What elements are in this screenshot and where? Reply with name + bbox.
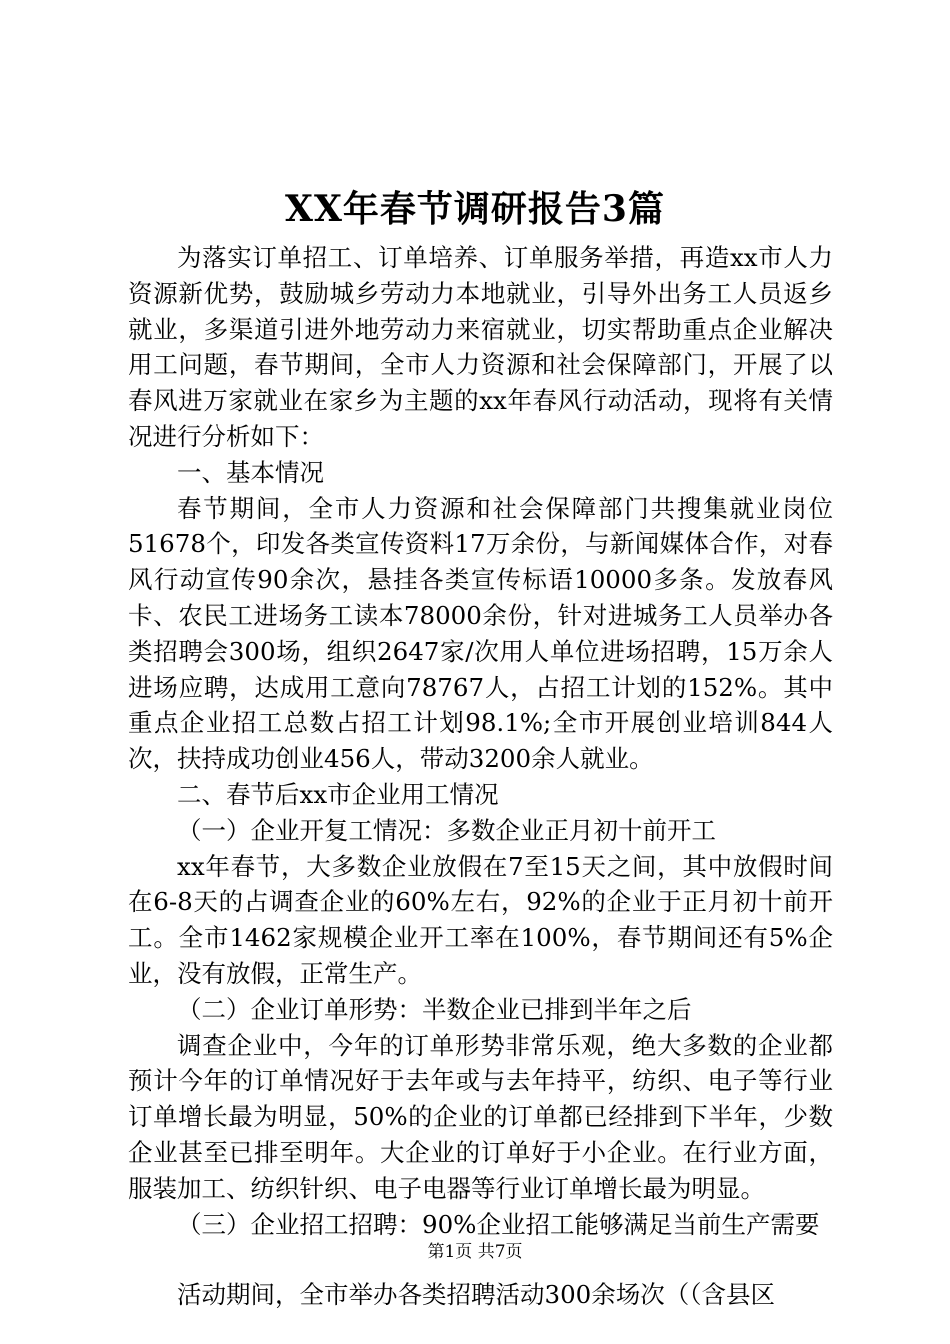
- recruitment-paragraph: 活动期间，全市举办各类招聘活动300余场次（（含县区: [177, 1280, 776, 1310]
- section-heading-2: 二、春节后xx市企业用工情况: [177, 779, 499, 809]
- orders-paragraph: 调查企业中，今年的订单形势非常乐观，绝大多数的企业都预计今年的订单情况好于去年或与去年持平，纺织、电子等行业订单增长最为明显，50%的企业的订单都已经排到下半年，少数企业甚至已排至明年。大企业的订单好于小企业。在行业方面，服装加工、纺织针织、电子电器等行业订单增长最为明显。: [128, 1030, 833, 1203]
- basic-situation-paragraph: 春节期间，全市人力资源和社会保障部门共搜集就业岗位51678个，印发各类宣传资料17万余份，与新闻媒体合作，对春风行动宣传90余次，悬挂各类宣传标语10000多条。发放春风卡、农民工进场务工读本78000余份，针对进城务工人员举办各类招聘会300场，组织2647家/次用人单位进场招聘，15万余人进场应聘，达成用工意向78767人，占招工计划的152%。其中重点企业招工总数占招工计划98.1%;全市开展创业培训844人次，扶持成功创业456人，带动3200余人就业。: [128, 493, 833, 774]
- section-heading-1: 一、基本情况: [177, 457, 324, 487]
- subsection-heading-3: （三）企业招工招聘：90%企业招工能够满足当前生产需要: [177, 1209, 820, 1239]
- intro-paragraph: 为落实订单招工、订单培养、订单服务举措，再造xx市人力资源新优势，鼓励城乡劳动力本地就业，引导外出务工人员返乡就业，多渠道引进外地劳动力来宿就业，切实帮助重点企业解决用工问题，春节期间，全市人力资源和社会保障部门，开展了以春风进万家就业在家乡为主题的xx年春风行动活动，现将有关情况进行分析如下：: [128, 243, 833, 451]
- resumption-paragraph: xx年春节，大多数企业放假在7至15天之间，其中放假时间在6-8天的占调查企业的60%左右，92%的企业于正月初十前开工。全市1462家规模企业开工率在100%，春节期间还有5%企业，没有放假，正常生产。: [128, 851, 833, 988]
- subsection-heading-1: （一）企业开复工情况：多数企业正月初十前开工: [177, 815, 716, 845]
- document-body: [128, 240, 833, 1313]
- document-title: XX年春节调研报告3篇: [285, 188, 665, 230]
- page-footer: 第1页 共7页: [427, 1242, 523, 1262]
- subsection-heading-2: （二）企业订单形势：半数企业已排到半年之后: [177, 994, 692, 1024]
